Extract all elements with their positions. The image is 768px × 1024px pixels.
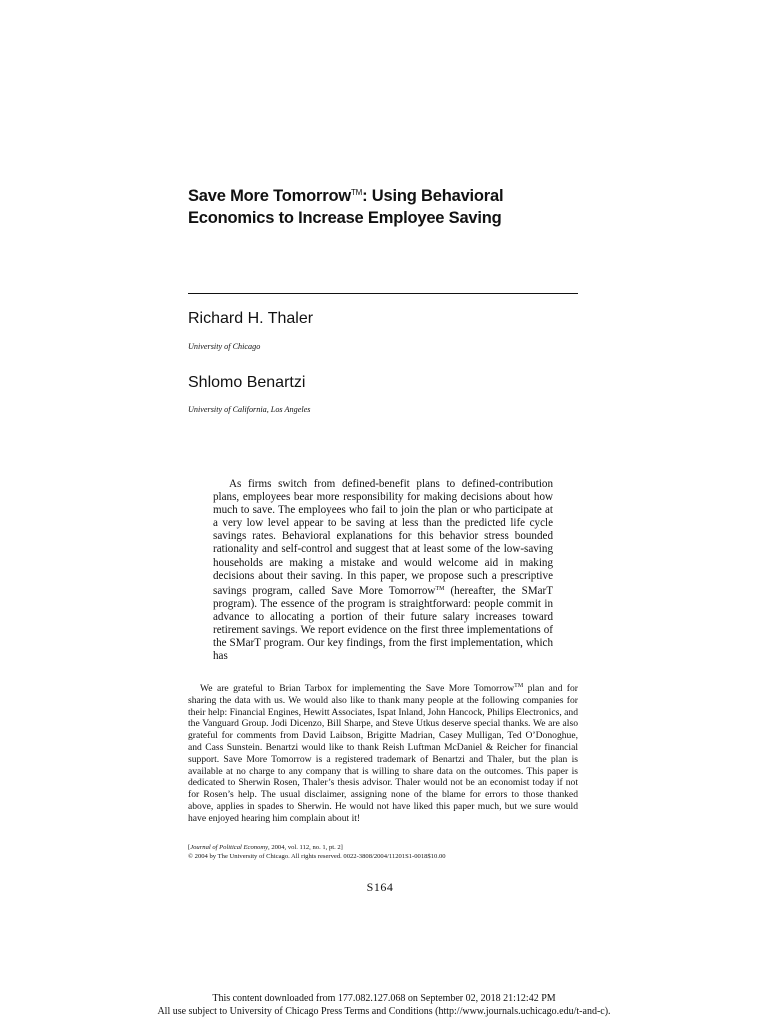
title-part1: Save More Tomorrow [188,187,351,205]
copyright-line: © 2004 by The University of Chicago. All rights reserved. 0022-3808/2004/11201S1-0018$10.00 [188,853,446,860]
author-affiliation-2: University of California, Los Angeles [188,405,311,414]
title-line2: Economics to Increase Employee Saving [188,209,502,227]
abstract-text-a: As firms switch from defined-benefit plans to defined-contribution plans, employees bear more responsibility for making decisions about how much to save. The employees who fail to join the plan or who participate at a very low level appear to be saving at less than the predicted life cycle savings rates. Behavioral explanations for this behavior stress bounded rationality and self-control and suggest that at least some of the low-saving households are making a mistake and would welcome aid in making decisions about their saving. In this paper, we propose such a prescriptive savings program, called Save More Tomorrow [213,478,553,597]
trademark-mark: TM [350,188,363,197]
abstract-trademark-mark: TM [435,585,445,592]
citation-details: , 2004, vol. 112, no. 1, pt. 2] [268,844,343,851]
abstract-text-b: (hereafter, the SMarT program). The essence of the program is straightforward: people commit in advance to allocating a portion of their future salary increases toward retirement savings. We report evidence on the first three implementations of the SMarT program. Our key findings, from the first implementation, which has [213,584,553,663]
download-notice-line1: This content downloaded from 177.082.127.068 on September 02, 2018 21:12:42 PM [212,993,556,1004]
page-number: S164 [366,880,394,894]
author-name-2: Shlomo Benartzi [188,374,306,391]
download-notice [0,993,768,1018]
footnote-text-a: We are grateful to Brian Tarbox for implementing the Save More Tomorrow [200,683,515,694]
download-notice-line2: All use subject to University of Chicago Press Terms and Conditions (http://www.journals.uchicago.edu/t-and-c). [157,1005,611,1017]
article-title [188,182,608,229]
journal-name: Journal of Political Economy [190,844,269,851]
title-part2: : Using Behavioral [362,187,504,205]
citation-line [188,843,578,852]
author-name-1: Richard H. Thaler [188,310,314,327]
footnote-text-b: plan and for sharing the data with us. We would also like to thank many people at the following companies for their help: Financial Engines, Hewitt Associates, Ispat Inland, John Hancock, Philips Electronics, and the Vanguard Group. Jodi Dicenzo, Bill Sharpe, and Steve Utkus deserve special thanks. We are also grateful for comments from David Laibson, Brigitte Madrian, Casey Mulligan, Ted O’Donoghue, and Cass Sunstein. Benartzi would like to thank Reish Luftman McDaniel & Reicher for financial support. Save More Tomorrow is a registered trademark of Benartzi and Thaler, but the plan is available at no charge to any company that is willing to share data on the outcomes. This paper is dedicated to Sherwin Rosen, Thaler’s thesis advisor. Thaler would not be an economist today if not for Rosen’s help. The usual disclaimer, assigning none of the blame for errors to those thanked above, applies in spades to Sherwin. He would not have liked this paper much, but we sure would have enjoyed hearing him complain about it! [188,683,578,824]
abstract [213,478,553,663]
title-divider [188,293,578,294]
journal-citation [188,843,578,861]
acknowledgment-footnote [188,681,578,825]
citation-bracket: [ [188,844,191,851]
author-affiliation-1: University of Chicago [188,342,261,351]
footnote-trademark-mark: TM [514,683,524,689]
